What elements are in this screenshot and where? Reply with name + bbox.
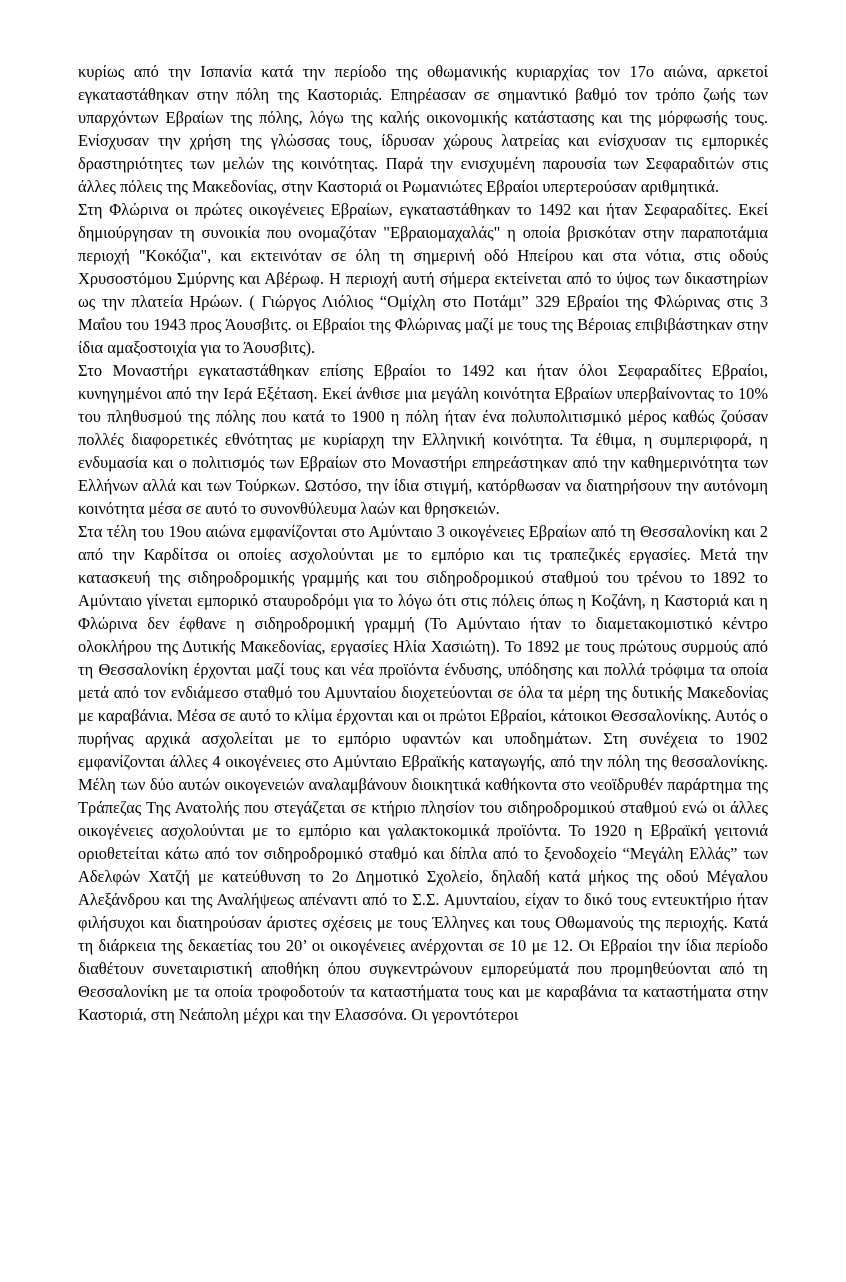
document-page — [78, 60, 768, 1026]
paragraph-florina: Στη Φλώρινα οι πρώτες οικογένειες Εβραίων, εγκαταστάθηκαν το 1492 και ήταν Σεφαραδίτες. Εκεί δημιούργησαν τη συνοικία που ονομαζόταν "Εβραιομαχαλάς" η οποία βρισκόταν στην παραποτάμια περιοχή "Κοκόζια", και εκτεινόταν σε όλη τη σημερινή οδό Ηπείρου και στα νότια, στις οδούς Χρυσοστόμου Σμύρνης και Αβέρωφ. Η περιοχή αυτή σήμερα εκτείνεται από το ύψος των δικαστηρίων ως την πλατεία Ηρώων. ( Γιώργος Λιόλιος “Ομίχλη στο Ποτάμι” 329 Εβραίοι της Φλώρινας στις 3 Μαΐου του 1943 προς Άουσβιτς. οι Εβραίοι της Φλώρινας μαζί με τους της Βέροιας επιβιβάστηκαν στην ίδια αμαξοστοιχία για το Άουσβιτς). — [78, 200, 768, 357]
paragraph-kastoria: κυρίως από την Ισπανία κατά την περίοδο της οθωμανικής κυριαρχίας τον 17ο αιώνα, αρκετοί εγκαταστάθηκαν στην πόλη της Καστοριάς. Επηρέασαν σε σημαντικό βαθμό τον τρόπο ζωής των υπαρχόντων Εβραίων της πόλης, λόγω της καλής οικονομικής κατάστασης και της μόρφωσής τους. Ενίσχυσαν την χρήση της γλώσσας τους, ίδρυσαν χώρους λατρείας και ενίσχυσαν τις εμπορικές δραστηριότητες των μελών της κοινότητας. Παρά την ενισχυμένη παρουσία των Σεφαραδιτών στις άλλες πόλεις της Μακεδονίας, στην Καστοριά οι Ρωμανιώτες Εβραίοι υπερτερούσαν αριθμητικά. — [78, 62, 768, 196]
paragraph-amyntaio: Στα τέλη του 19ου αιώνα εμφανίζονται στο Αμύνταιο 3 οικογένειες Εβραίων από τη Θεσσαλονίκη και 2 από την Καρδίτσα οι οποίες ασχολούνται με το εμπόριο και τις τραπεζικές εργασίες. Μετά την κατασκευή της σιδηροδρομικής γραμμής και του σιδηροδρομικού σταθμού του τρένου το 1892 το Αμύνταιο γίνεται εμπορικό σταυροδρόμι για το λόγω ότι στις πόλεις όπως η Κοζάνη, η Καστοριά και η Φλώρινα δεν έφθανε η σιδηροδρομική γραμμή (Το Αμύνταιο ήταν το διαμετακομιστικό κέντρο ολοκλήρου της Δυτικής Μακεδονίας, εργασίες Ηλία Χασιώτη). Το 1892 με τους πρώτους συρμούς από τη Θεσσαλονίκη έρχονται μαζί τους και νέα προϊόντα ένδυσης, υπόδησης και πολλά τρόφιμα τα οποία μετά από τον ενδιάμεσο σταθμό του Αμυνταίου διοχετεύονται σε όλα τα μέρη της δυτικής Μακεδονίας με καραβάνια. Μέσα σε αυτό το κλίμα έρχονται και οι πρώτοι Εβραίοι, κάτοικοι Θεσσαλονίκης. Αυτός ο πυρήνας αρχικά ασχολείται με το εμπόριο υφαντών και υποδημάτων. Στη συνέχεια το 1902 εμφανίζονται άλλες 4 οικογένειες στο Αμύνταιο Εβραϊκής καταγωγής, από την πόλη της θεσσαλονίκης. Μέλη των δύο αυτών οικογενειών αναλαμβάνουν διοικητικά καθήκοντα στο νεοϊδρυθέν παράρτημα της Τράπεζας Της Ανατολής που στεγάζεται σε κτήριο πλησίον του σιδηροδρομικού σταθμού ενώ οι άλλες οικογένειες ασχολούνται με το εμπόριο και γαλακτοκομικά προϊόντα. Το 1920 η Εβραϊκή γειτονιά οριοθετείται κάτω από τον σιδηροδρομικό σταθμό και δίπλα από το ξενοδοχείο “Μεγάλη Ελλάς” των Αδελφών Χατζή με κατεύθυνση το 2ο Δημοτικό Σχολείο, δηλαδή κατά μήκος της οδού Μέγαλου Αλεξάνδρου και της Αναλήψεως απέναντι από το Σ.Σ. Αμυνταίου, είχαν το δικό τους εντευκτήριο ήταν φιλήσυχοι και διατηρούσαν άριστες σχέσεις με τους Έλληνες και τους Οθωμανούς της περιοχής. Κατά τη διάρκεια της δεκαετίας του 20’ οι οικογένειες ανέρχονται σε 10 με 12. Οι Εβραίοι την ίδια περίοδο διαθέτουν συνεταιριστική αποθήκη όπου συγκεντρώνουν εμπορεύματά που προμηθεύονται από τη Θεσσαλονίκη με τα οποία τροφοδοτούν τα καταστήματα τους και με καραβάνια τα καταστήματα στην Καστοριά, στη Νεάπολη μέχρι και την Ελασσόνα. Οι γεροντότεροι — [78, 522, 768, 1024]
paragraph-monastiri: Στο Μοναστήρι εγκαταστάθηκαν επίσης Εβραίοι το 1492 και ήταν όλοι Σεφαραδίτες Εβραίοι, κυνηγημένοι από την Ιερά Εξέταση. Εκεί άνθισε μια μεγάλη κοινότητα Εβραίων υπερβαίνοντας το 10% του πληθυσμού της πόλης που κατά το 1900 η πόλη ήταν ένα πολυπολιτισμικό μέρος καθώς ζούσαν πολλές διαφορετικές εθνότητας με κυρίαρχη την Ελληνική κοινότητα. Τα έθιμα, η συμπεριφορά, η ενδυμασία και ο πολιτισμός των Εβραίων στο Μοναστήρι επηρεάστηκαν από την καθημερινότητα των Ελλήνων αλλά και των Τούρκων. Ωστόσο, την ίδια στιγμή, κατόρθωσαν να διατηρήσουν την αυτόνομη κοινότητα μέσα σε αυτό το συνονθύλευμα λαών και θρησκειών. — [78, 361, 768, 518]
